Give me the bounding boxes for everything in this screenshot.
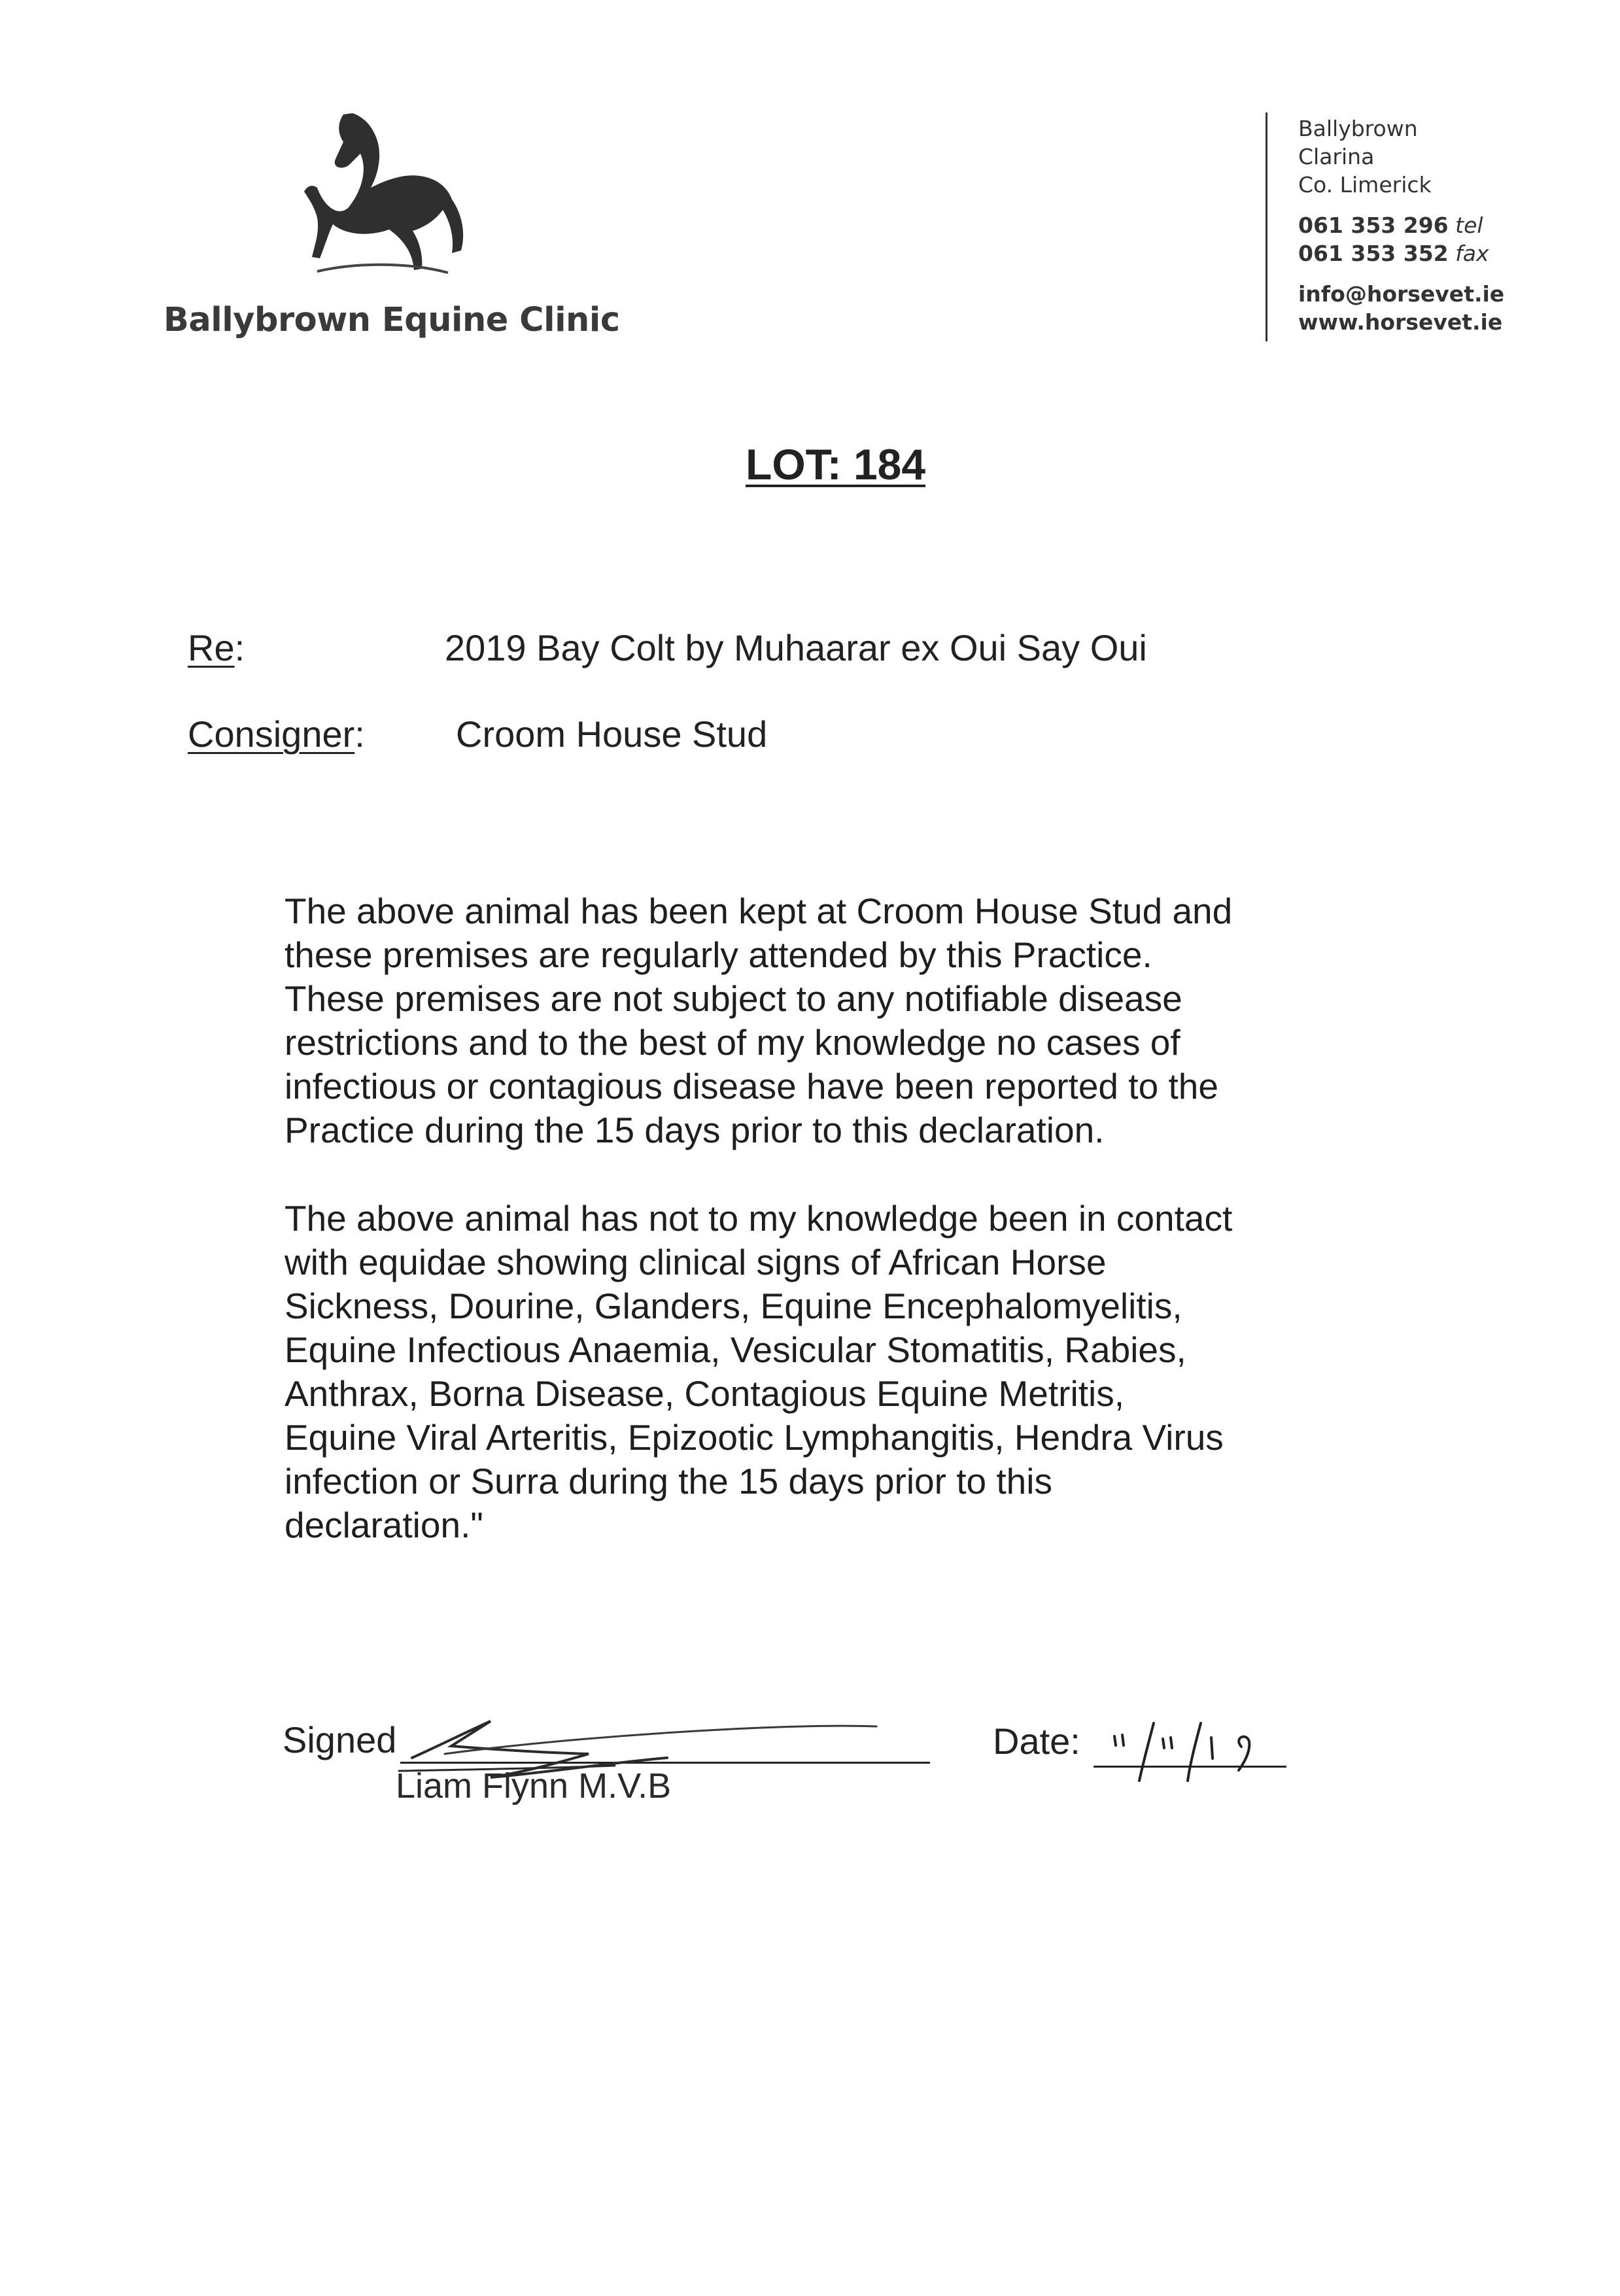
paragraph-line: Equine Viral Arteritis, Epizootic Lymphangitis, Hendra Virus (284, 1417, 1224, 1458)
fax-line (1298, 239, 1504, 267)
paragraph-line: Practice during the 15 days prior to this declaration. (284, 1110, 1105, 1150)
email-address: info@horsevet.ie (1298, 281, 1505, 307)
horse-logo-icon (298, 108, 468, 284)
declaration-paragraph-1 (284, 889, 1318, 1152)
re-label: Re: (188, 627, 245, 668)
clinic-name: Ballybrown Equine Clinic (164, 301, 620, 339)
signed-label: Signed (283, 1719, 397, 1760)
fax-number: 061 353 352 (1298, 241, 1449, 266)
paragraph-line: Sickness, Dourine, Glanders, Equine Encephalomyelitis, (284, 1286, 1182, 1326)
paragraph-line: These premises are not subject to any notifiable disease (284, 978, 1182, 1019)
fax-label: fax (1455, 241, 1489, 266)
consigner-value: Croom House Stud (456, 713, 768, 755)
re-value: 2019 Bay Colt by Muhaarar ex Oui Say Oui (445, 627, 1147, 668)
paragraph-line: The above animal has been kept at Croom House Stud and (284, 891, 1233, 931)
address-line-3: Co. Limerick (1298, 172, 1432, 197)
handwritten-date (1105, 1710, 1275, 1782)
paragraph-line: Anthrax, Borna Disease, Contagious Equine Metritis, (284, 1373, 1124, 1414)
paragraph-line: The above animal has not to my knowledge been in contact (284, 1198, 1233, 1239)
declaration-paragraph-2 (284, 1197, 1318, 1547)
handwritten-signature (392, 1681, 889, 1792)
paragraph-line: declaration." (284, 1505, 483, 1545)
address-divider (1266, 112, 1267, 341)
paragraph-line: these premises are regularly attended by this Practice. (284, 934, 1152, 975)
website-address: www.horsevet.ie (1298, 309, 1503, 335)
phone-number: 061 353 296 (1298, 213, 1449, 238)
paragraph-line: restrictions and to the best of my knowledge no cases of (284, 1022, 1181, 1063)
address-line-2: Clarina (1298, 144, 1375, 169)
consigner-label: Consigner: (188, 713, 365, 755)
paragraph-line: with equidae showing clinical signs of African Horse (284, 1242, 1107, 1282)
phone-line (1298, 211, 1504, 239)
paragraph-line: Equine Infectious Anaemia, Vesicular Stomatitis, Rabies, (284, 1329, 1186, 1370)
address-line-1: Ballybrown (1298, 116, 1418, 141)
lot-title: LOT: 184 (746, 440, 926, 488)
signer-name: Liam Flynn M.V.B (396, 1766, 672, 1806)
paragraph-line: infectious or contagious disease have been reported to the (284, 1066, 1218, 1106)
date-label: Date: (993, 1721, 1080, 1762)
address-block (1298, 114, 1504, 336)
paragraph-line: infection or Surra during the 15 days prior to this (284, 1461, 1052, 1501)
phone-label: tel (1455, 213, 1483, 238)
